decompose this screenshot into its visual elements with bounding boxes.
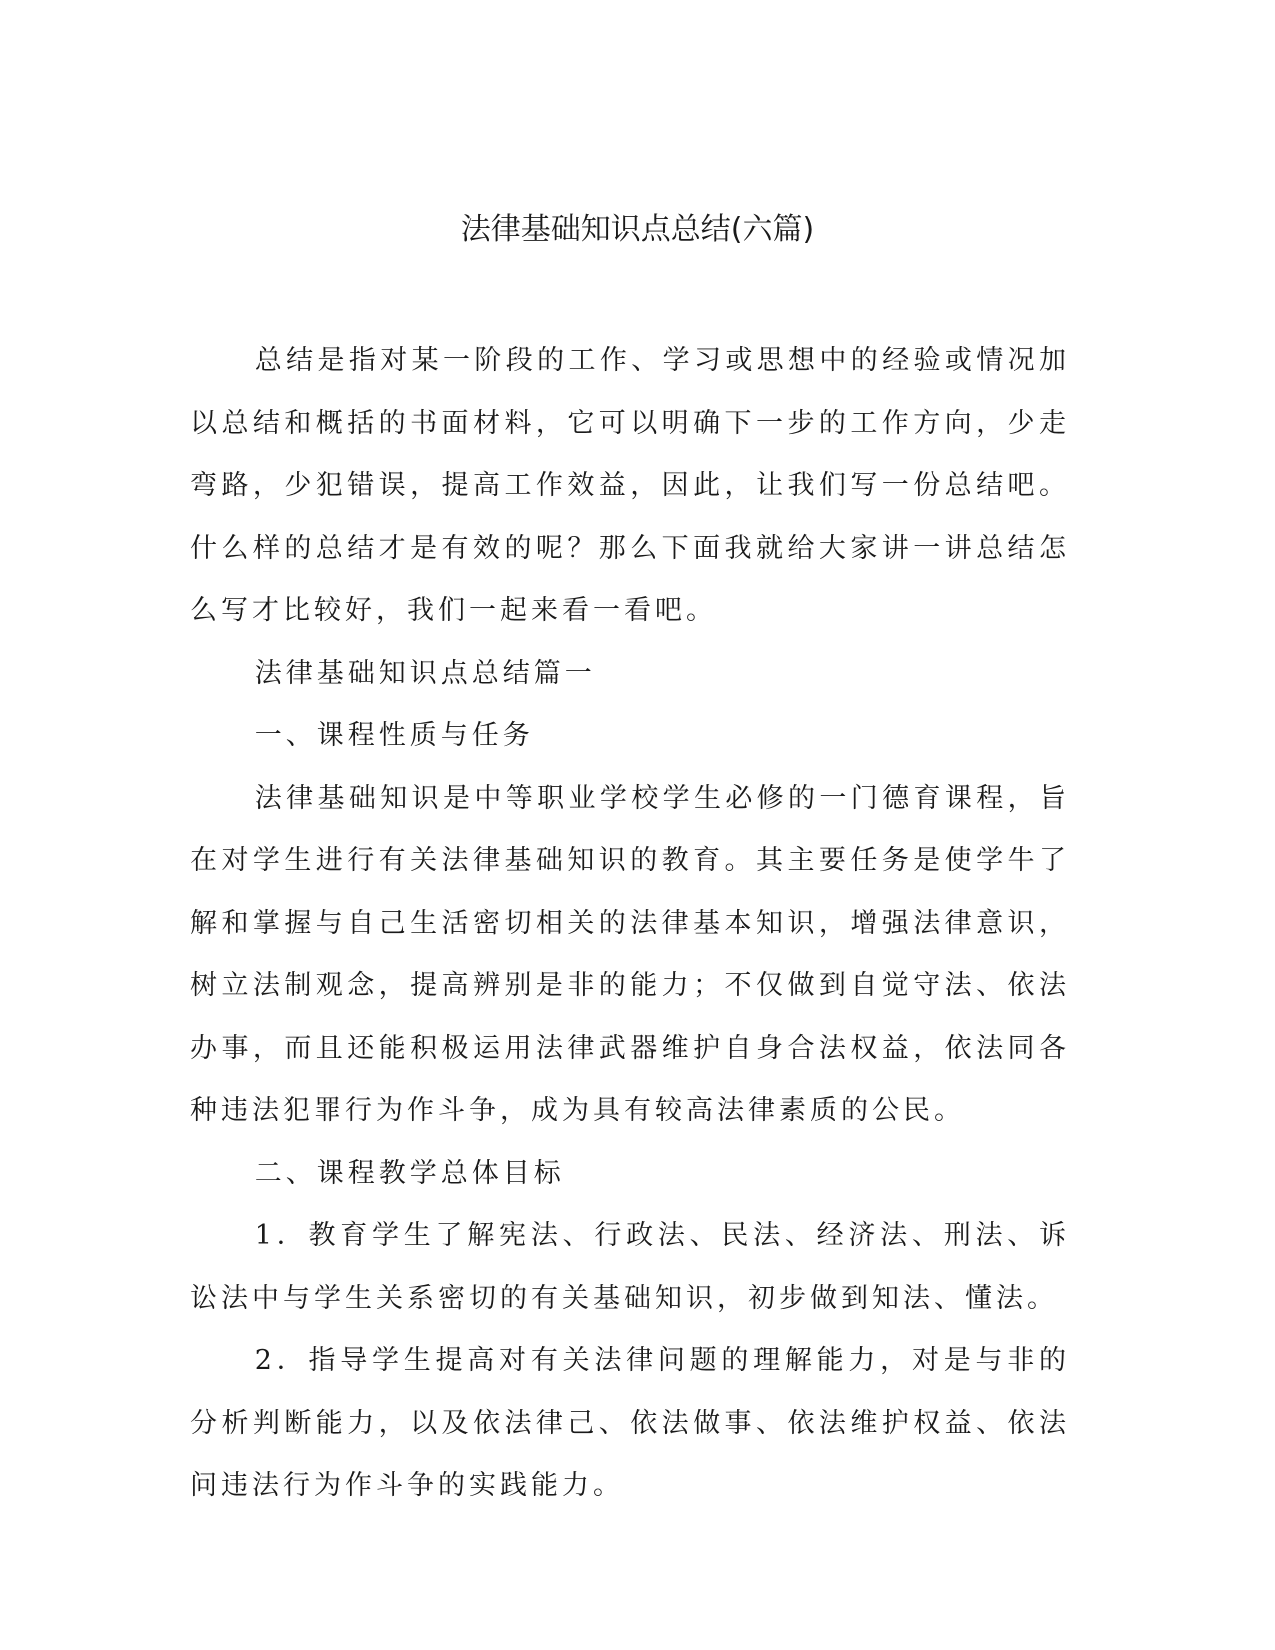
document-title: 法律基础知识点总结(六篇) <box>460 212 815 247</box>
course-nature-paragraph: 法律基础知识是中等职业学校学生必修的一门德育课程，旨在对学生进行有关法律基础知识的教育。其主要任务是使学牛了解和掌握与自己生活密切相关的法律基本知识，增强法律意识，树立法制观念，提高辨别是非的能力；不仅做到自觉守法、依法办事，而且还能积极运用法律武器维护自身合法权益，依法同各种违法犯罪行为作斗争，成为具有较高法律素质的公民。 <box>190 782 1070 1126</box>
subheading-course-nature: 一、课程性质与任务 <box>254 720 534 751</box>
goal-item-1: 1．教育学生了解宪法、行政法、民法、经济法、刑法、诉讼法中与学生关系密切的有关基础知识，初步做到知法、懂法。 <box>190 1220 1070 1314</box>
section-heading-part-one: 法律基础知识点总结篇一 <box>254 657 596 689</box>
subheading-teaching-goals: 二、课程教学总体目标 <box>254 1157 565 1189</box>
document-body <box>190 330 1070 1518</box>
goal-item-2: 2．指导学生提高对有关法律问题的理解能力，对是与非的分析判断能力，以及依法律己、依法做事、依法维护权益、依法问违法行为作斗争的实践能力。 <box>190 1345 1070 1501</box>
intro-paragraph: 总结是指对某一阶段的工作、学习或思想中的经验或情况加以总结和概括的书面材料，它可以明确下一步的工作方向，少走弯路，少犯错误，提高工作效益，因此，让我们写一份总结吧。什么样的总结才是有效的呢？那么下面我就给大家讲一讲总结怎么写才比较好，我们一起来看一看吧。 <box>190 345 1070 626</box>
